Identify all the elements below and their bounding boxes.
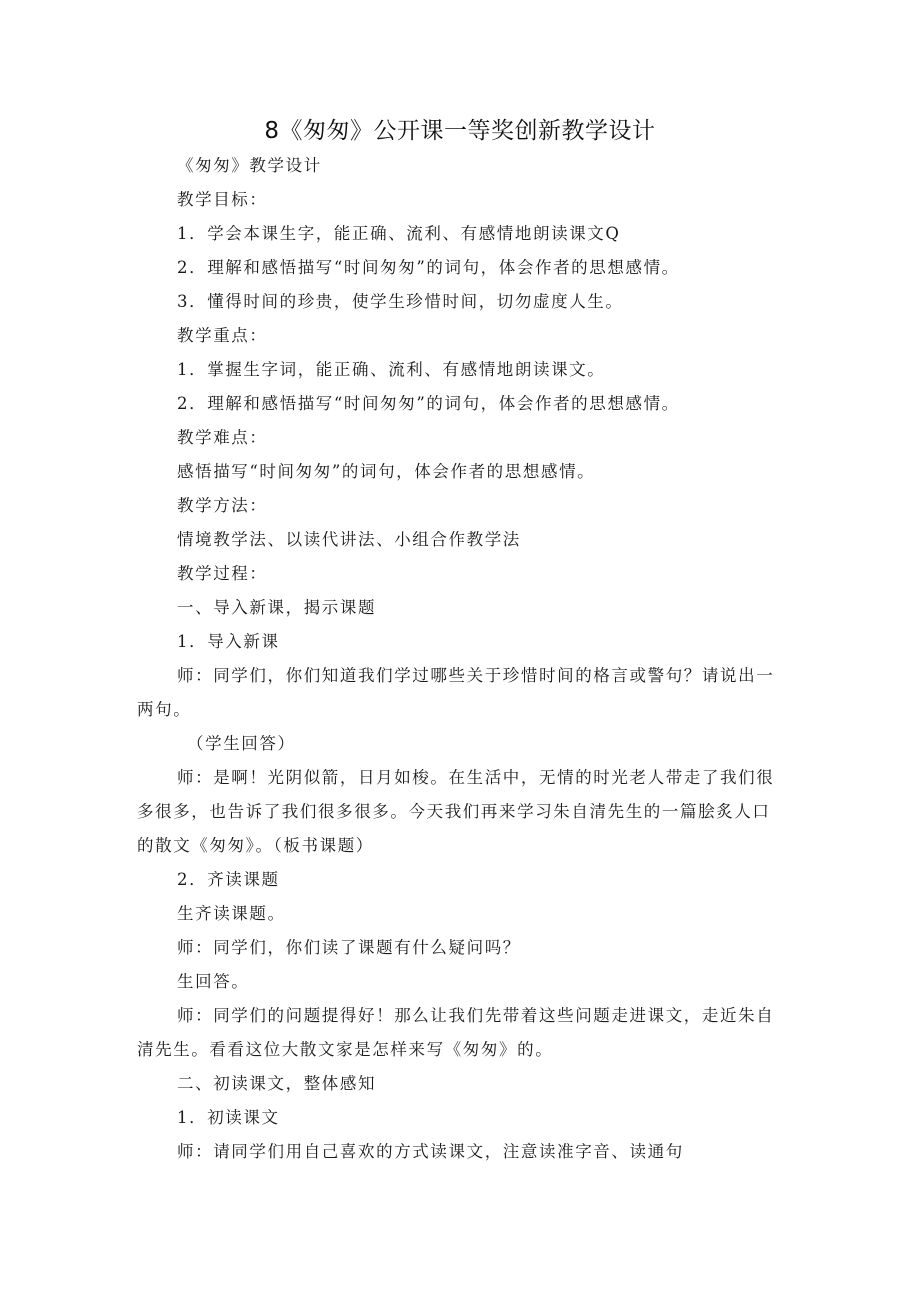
- paragraph-line: 师：同学们，你们知道我们学过哪些关于珍惜时间的格言或警句？请说出一: [177, 666, 775, 685]
- paragraph-line: 师：同学们的问题提得好！那么让我们先带着这些问题走进课文，走近朱自: [177, 1006, 775, 1025]
- paragraph-line: 师：请同学们用自己喜欢的方式读课文，注意读准字音、读通句: [177, 1142, 684, 1161]
- paragraph-line: 师：同学们，你们读了课题有什么疑问吗？: [177, 938, 521, 957]
- section-heading-key-points: 教学重点：: [177, 326, 268, 345]
- process-step-1-2: 2．齐读课题: [177, 870, 280, 889]
- methods-text: 情境教学法、以读代讲法、小组合作教学法: [177, 530, 521, 549]
- goal-item-3: 3．懂得时间的珍贵，使学生珍惜时间，切勿虚度人生。: [177, 292, 624, 311]
- paragraph-line: 清先生。看看这位大散文家是怎样来写《匆匆》的。: [137, 1040, 554, 1059]
- subtitle-line: 《匆匆》教学设计: [177, 156, 322, 175]
- section-heading-difficulties: 教学难点：: [177, 428, 268, 447]
- difficulty-text: 感悟描写“时间匆匆”的词句，体会作者的思想感情。: [177, 462, 596, 481]
- paragraph-line: 生齐读课题。: [177, 904, 286, 923]
- section-heading-process: 教学过程：: [177, 564, 268, 583]
- key-point-item-2: 2．理解和感悟描写“时间匆匆”的词句，体会作者的思想感情。: [177, 394, 680, 413]
- paragraph-line: 生回答。: [177, 972, 250, 991]
- paragraph-line: 的散文《匆匆》。（板书课题）: [137, 836, 374, 855]
- paragraph-line: （学生回答）: [187, 734, 296, 753]
- section-heading-methods: 教学方法：: [177, 496, 268, 515]
- goal-item-2: 2．理解和感悟描写“时间匆匆”的词句，体会作者的思想感情。: [177, 258, 680, 277]
- paragraph-line: 师：是啊！光阴似箭，日月如梭。在生活中，无情的时光老人带走了我们很: [177, 768, 775, 787]
- process-part-2-heading: 二、初读课文，整体感知: [177, 1074, 377, 1093]
- section-heading-goals: 教学目标：: [177, 190, 268, 209]
- process-step-1-1: 1．导入新课: [177, 632, 280, 651]
- paragraph-line: 多很多，也告诉了我们很多很多。今天我们再来学习朱自清先生的一篇脍炙人口: [137, 802, 771, 821]
- document-title: 8《匆匆》公开课一等奖创新教学设计: [264, 118, 656, 144]
- key-point-item-1: 1．掌握生字词，能正确、流利、有感情地朗读课文。: [177, 360, 606, 379]
- process-step-2-1: 1．初读课文: [177, 1108, 280, 1127]
- goal-item-1: 1．学会本课生字，能正确、流利、有感情地朗读课文Q: [177, 224, 621, 243]
- paragraph-line: 两句。: [137, 700, 192, 719]
- process-part-1-heading: 一、导入新课，揭示课题: [177, 598, 377, 617]
